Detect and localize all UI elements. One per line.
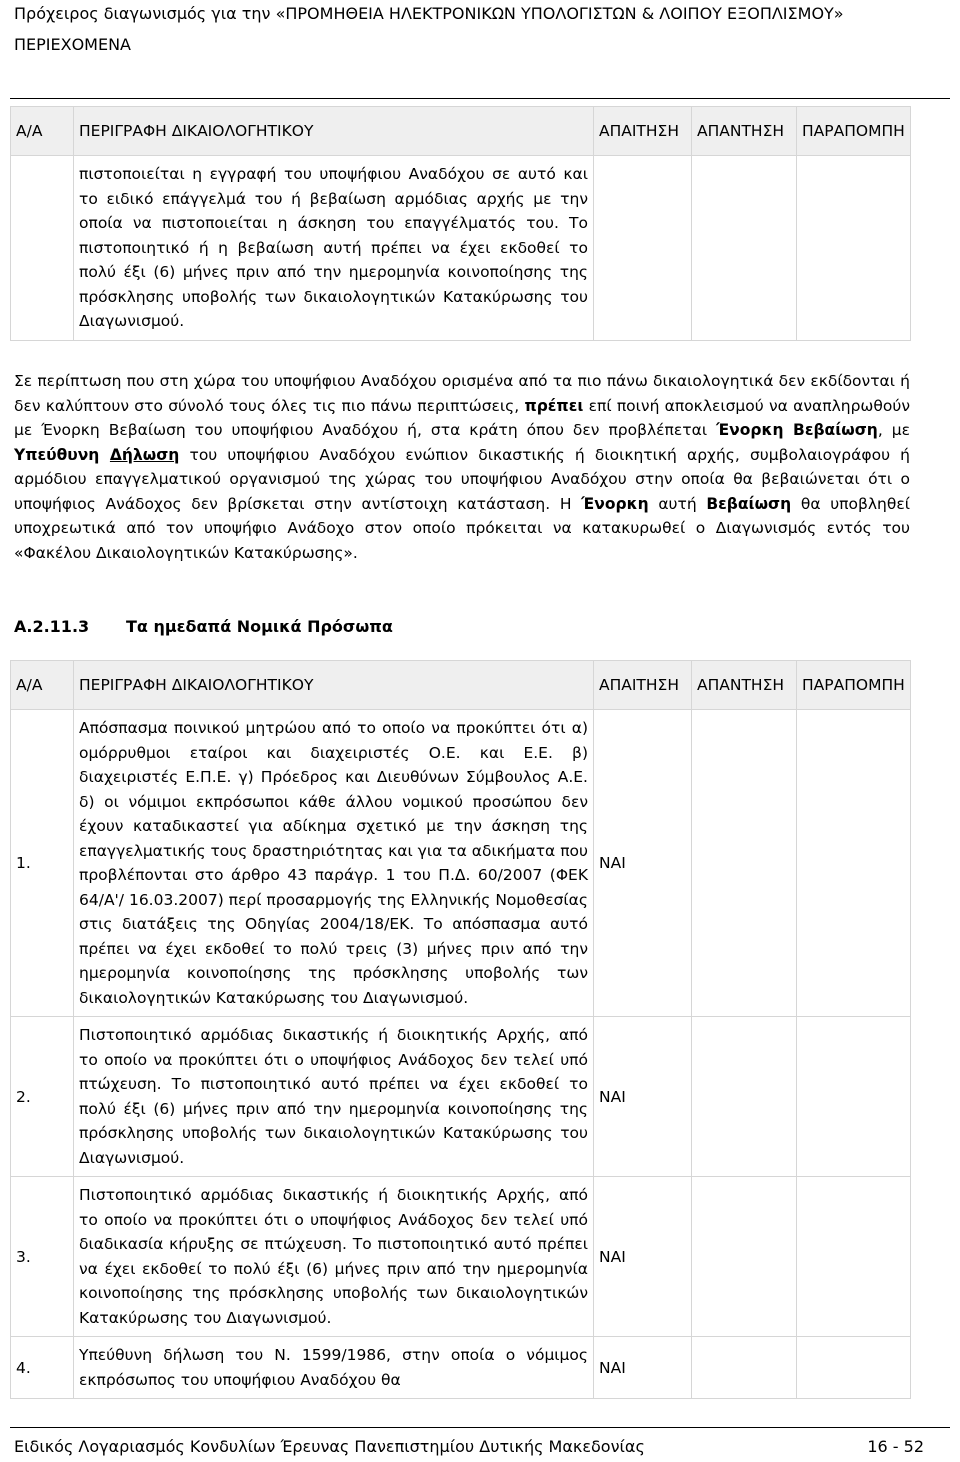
row-requirement: ΝΑΙ	[594, 1017, 692, 1177]
table-row	[11, 710, 911, 1017]
para-text: θα υποβληθεί υποχρεωτικά από τον υποψήφιο Ανάδοχο στον οποίο πρόκειται να κατακυρωθεί ο Διαγωνισμός εντός του «Φακέλου Δικαιολογητικών Κατακύρωσης».	[14, 494, 910, 562]
table-row	[11, 1177, 911, 1337]
para-text: Σε περίπτωση που στη χώρα του υποψήφιου Αναδόχου ορισμένα από τα πιο πάνω δικαιολογητικά δεν εκδίδονται ή δεν καλύπτουν στο σύνολό τους όλες τις πιο πάνω περιπτώσεις,	[14, 372, 910, 415]
col-header-aa: Α/Α	[11, 661, 74, 710]
table-header-row	[11, 661, 911, 710]
section-title: Τα ημεδαπά Νομικά Πρόσωπα	[126, 617, 393, 636]
section-heading	[14, 617, 393, 636]
para-bold: Υπεύθυνη	[14, 445, 110, 464]
section-number: Α.2.11.3	[14, 617, 90, 636]
table-row	[11, 1017, 911, 1177]
para-bold: Ένορκη Βεβαίωση	[716, 421, 878, 439]
table-header-row	[11, 107, 911, 156]
table-row	[11, 156, 911, 341]
row-requirement	[594, 156, 692, 341]
col-header-description: ΠΕΡΙΓΡΑΦΗ ΔΙΚΑΙΟΛΟΓΗΤΙΚΟΥ	[74, 661, 594, 710]
row-reference	[797, 1337, 911, 1399]
row-requirement: ΝΑΙ	[594, 1337, 692, 1399]
row-answer	[692, 1177, 797, 1337]
col-header-requirement: ΑΠΑΙΤΗΣΗ	[594, 661, 692, 710]
row-answer	[692, 1017, 797, 1177]
criteria-table-2	[10, 660, 911, 1399]
row-number: 1.	[11, 710, 74, 1017]
criteria-table-1	[10, 106, 911, 341]
para-text: του υποψήφιου Αναδόχου ενώπιον δικαστικής ή διοικητική αρχής, συμβολαιογράφου ή αρμόδιου επαγγελματικού οργανισμού της χώρας του υποψήφιου Αναδόχου στην οποία θα βεβαιώνεται ότι ο υποψήφιος Ανάδοχος δεν βρίσκεται στην αντίστοιχη κατάσταση. Η	[14, 445, 911, 513]
col-header-answer: ΑΠΑΝΤΗΣΗ	[692, 661, 797, 710]
col-header-aa: Α/Α	[11, 107, 74, 156]
row-number	[11, 156, 74, 341]
para-bold: Ένορκη	[581, 494, 649, 513]
row-description: πιστοποιείται η εγγραφή του υποψήφιου Αναδόχου σε αυτό και το ειδικό επάγγελμά του ή βεβαίωση αρμόδιας αρχής με την οποία να πιστοποιείται η άσκηση του επαγγέλματός του. Το πιστοποιητικό ή η βεβαίωση αυτή πρέπει να έχει εκδοθεί το πολύ έξι (6) μήνες πριν από την ημερομηνία κοινοποίησης της πρόσκλησης υποβολής των δικαιολογητικών Κατακύρωσης του Διαγωνισμού.	[74, 156, 594, 341]
para-text: επί ποινή αποκλεισμού να αναπληρωθούν με Ένορκη Βεβαίωση του υποψήφιου Αναδόχου ή, στα κράτη όπου δεν προβλέπεται	[14, 396, 910, 439]
row-number: 3.	[11, 1177, 74, 1337]
row-reference	[797, 710, 911, 1017]
page-header	[14, 2, 954, 57]
row-answer	[692, 1337, 797, 1399]
col-header-reference: ΠΑΡΑΠΟΜΠΗ	[797, 661, 911, 710]
footer-divider	[10, 1427, 950, 1428]
table-row	[11, 1337, 911, 1399]
footer-organization: Ειδικός Λογαριασμός Κονδυλίων Έρευνας Πανεπιστημίου Δυτικής Μακεδονίας	[14, 1437, 645, 1456]
row-number: 4.	[11, 1337, 74, 1399]
body-paragraph	[14, 369, 910, 565]
row-description: Πιστοποιητικό αρμόδιας δικαστικής ή διοικητικής Αρχής, από το οποίο να προκύπτει ότι ο υποψήφιος Ανάδοχος δεν τελεί υπό πτώχευση. Το πιστοποιητικό αυτό πρέπει να έχει εκδοθεί το πολύ έξι (6) μήνες πριν από την ημερομηνία κοινοποίησης της πρόσκλησης υποβολής των δικαιολογητικών Κατακύρωσης του Διαγωνισμού.	[74, 1017, 594, 1177]
para-bold: πρέπει	[524, 396, 584, 415]
document-title: Πρόχειρος διαγωνισμός για την «ΠΡΟΜΗΘΕΙΑ ΗΛΕΚΤΡΟΝΙΚΩΝ ΥΠΟΛΟΓΙΣΤΩΝ & ΛΟΙΠΟΥ ΕΞΟΠΛΙΣΜΟΥ»	[14, 4, 844, 23]
para-bold: Βεβαίωση	[706, 494, 792, 513]
para-text: αυτή	[648, 494, 707, 513]
row-requirement: ΝΑΙ	[594, 710, 692, 1017]
row-reference	[797, 1017, 911, 1177]
row-reference	[797, 156, 911, 341]
page-footer	[14, 1437, 924, 1456]
para-bold-underlined: Δήλωση	[109, 445, 180, 464]
row-reference	[797, 1177, 911, 1337]
col-header-reference: ΠΑΡΑΠΟΜΠΗ	[797, 107, 911, 156]
row-number: 2.	[11, 1017, 74, 1177]
col-header-requirement: ΑΠΑΙΤΗΣΗ	[594, 107, 692, 156]
row-description: Απόσπασμα ποινικού μητρώου από το οποίο να προκύπτει ότι α) ομόρρυθμοι εταίροι και διαχειριστές Ο.Ε. και Ε.Ε. β) διαχειριστές Ε.Π.Ε. γ) Πρόεδρος και Διευθύνων Σύμβουλος Α.Ε. δ) οι νόμιμοι εκπρόσωποι κάθε άλλου νομικού προσώπου δεν έχουν καταδικαστεί για αδίκημα σχετικό με την άσκηση της επαγγελματικής τους δραστηριότητας και για τα αδικήματα που προβλέπονται στο άρθρο 43 παράγρ. 1 του Π.Δ. 60/2007 (ΦΕΚ 64/Α'/ 16.03.2007) περί προσαρμογής της Ελληνικής Νομοθεσίας στις διατάξεις της Οδηγίας 2004/18/ΕΚ. Το απόσπασμα αυτό πρέπει να έχει εκδοθεί το πολύ τρεις (3) μήνες πριν από την ημερομηνία κοινοποίησης της πρόσκλησης υποβολής των δικαιολογητικών Κατακύρωσης του Διαγωνισμού.	[74, 710, 594, 1017]
col-header-description: ΠΕΡΙΓΡΑΦΗ ΔΙΚΑΙΟΛΟΓΗΤΙΚΟΥ	[74, 107, 594, 156]
contents-label: ΠΕΡΙΕΧΟΜΕΝΑ	[14, 35, 131, 54]
row-requirement: ΝΑΙ	[594, 1177, 692, 1337]
row-answer	[692, 156, 797, 341]
row-description: Πιστοποιητικό αρμόδιας δικαστικής ή διοικητικής Αρχής, από το οποίο να προκύπτει ότι ο υποψήφιος Ανάδοχος δεν τελεί υπό διαδικασία κήρυξης σε πτώχευση. Το πιστοποιητικό αυτό πρέπει να έχει εκδοθεί το πολύ έξι (6) μήνες πριν από την ημερομηνία κοινοποίησης της πρόσκλησης υποβολής των δικαιολογητικών Κατακύρωσης του Διαγωνισμού.	[74, 1177, 594, 1337]
row-description: Υπεύθυνη δήλωση του Ν. 1599/1986, στην οποία ο νόμιμος εκπρόσωπος του υποψήφιου Αναδόχου θα	[74, 1337, 594, 1399]
para-text: , με	[877, 421, 911, 439]
col-header-answer: ΑΠΑΝΤΗΣΗ	[692, 107, 797, 156]
row-answer	[692, 710, 797, 1017]
header-divider	[10, 98, 950, 99]
page-number: 16 - 52	[867, 1437, 924, 1456]
